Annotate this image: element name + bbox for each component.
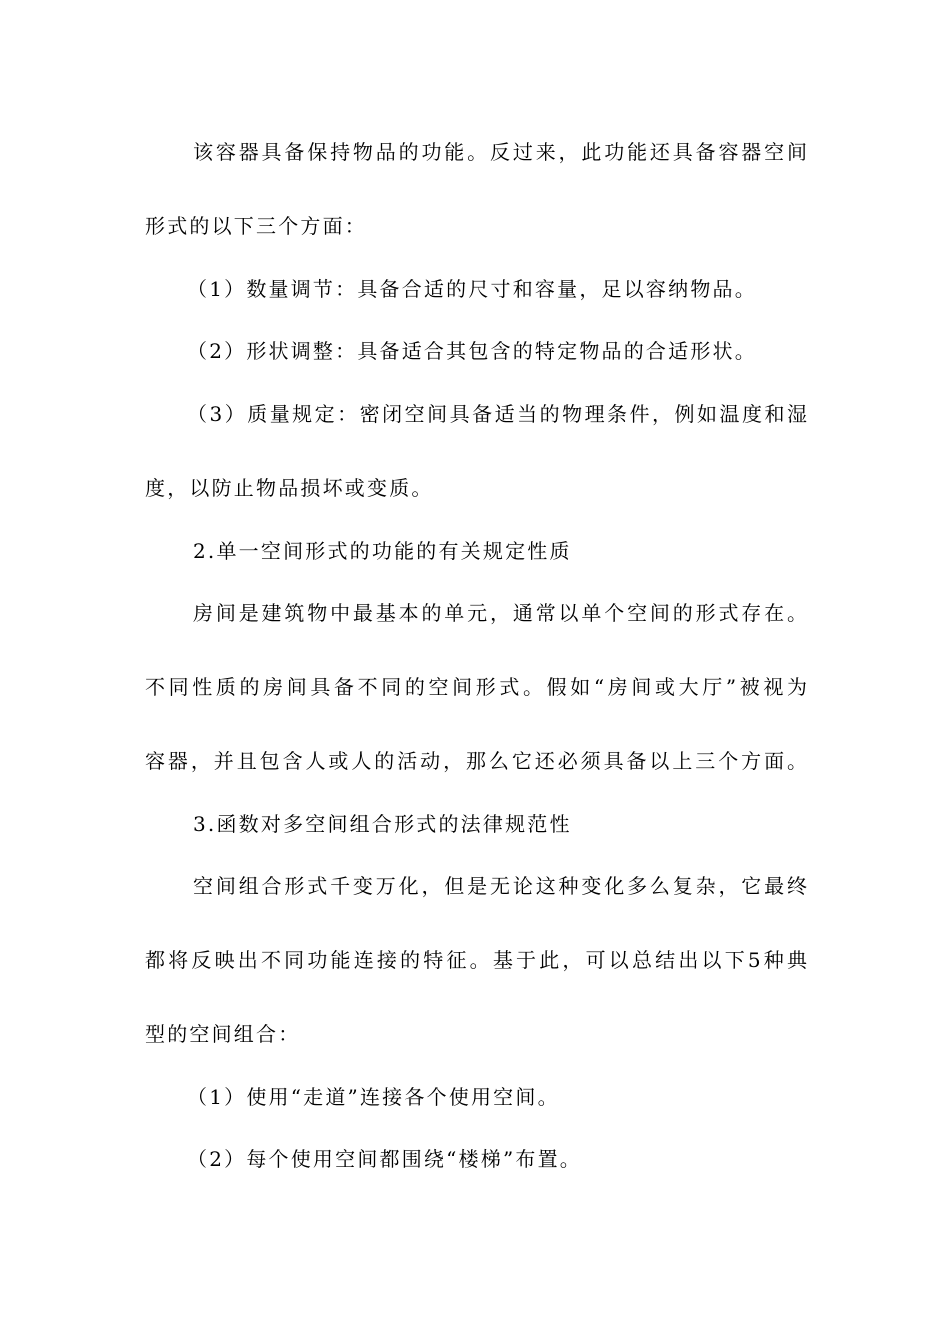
paragraph-line: 空间组合形式千变万化，但是无论这种变化多么复杂，它最终 xyxy=(193,874,807,898)
list-item: （2）每个使用空间都围绕“楼梯”布置。 xyxy=(187,1147,582,1171)
list-item: （3）质量规定：密闭空间具备适当的物理条件，例如温度和湿 xyxy=(187,402,807,426)
paragraph-line: 都将反映出不同功能连接的特征。基于此，可以总结出以下5种典 xyxy=(145,948,807,972)
list-item: （1）使用“走道”连接各个使用空间。 xyxy=(187,1085,560,1109)
paragraph-line: 该容器具备保持物品的功能。反过来，此功能还具备容器空间 xyxy=(193,140,807,164)
section-heading: 2.单一空间形式的功能的有关规定性质 xyxy=(193,539,572,563)
paragraph-line: 度，以防止物品损坏或变质。 xyxy=(145,476,434,500)
paragraph-line: 容器，并且包含人或人的活动，那么它还必须具备以上三个方面。 xyxy=(145,749,807,773)
paragraph-line: 不同性质的房间具备不同的空间形式。假如“房间或大厅”被视为 xyxy=(145,675,807,699)
paragraph-line: 型的空间组合： xyxy=(145,1022,301,1046)
section-heading: 3.函数对多空间组合形式的法律规范性 xyxy=(193,812,572,836)
paragraph-line: 房间是建筑物中最基本的单元，通常以单个空间的形式存在。 xyxy=(193,601,807,625)
paragraph-line: 形式的以下三个方面： xyxy=(145,214,367,238)
list-item: （2）形状调整：具备适合其包含的特定物品的合适形状。 xyxy=(187,339,757,363)
list-item: （1）数量调节：具备合适的尺寸和容量，足以容纳物品。 xyxy=(187,277,757,301)
